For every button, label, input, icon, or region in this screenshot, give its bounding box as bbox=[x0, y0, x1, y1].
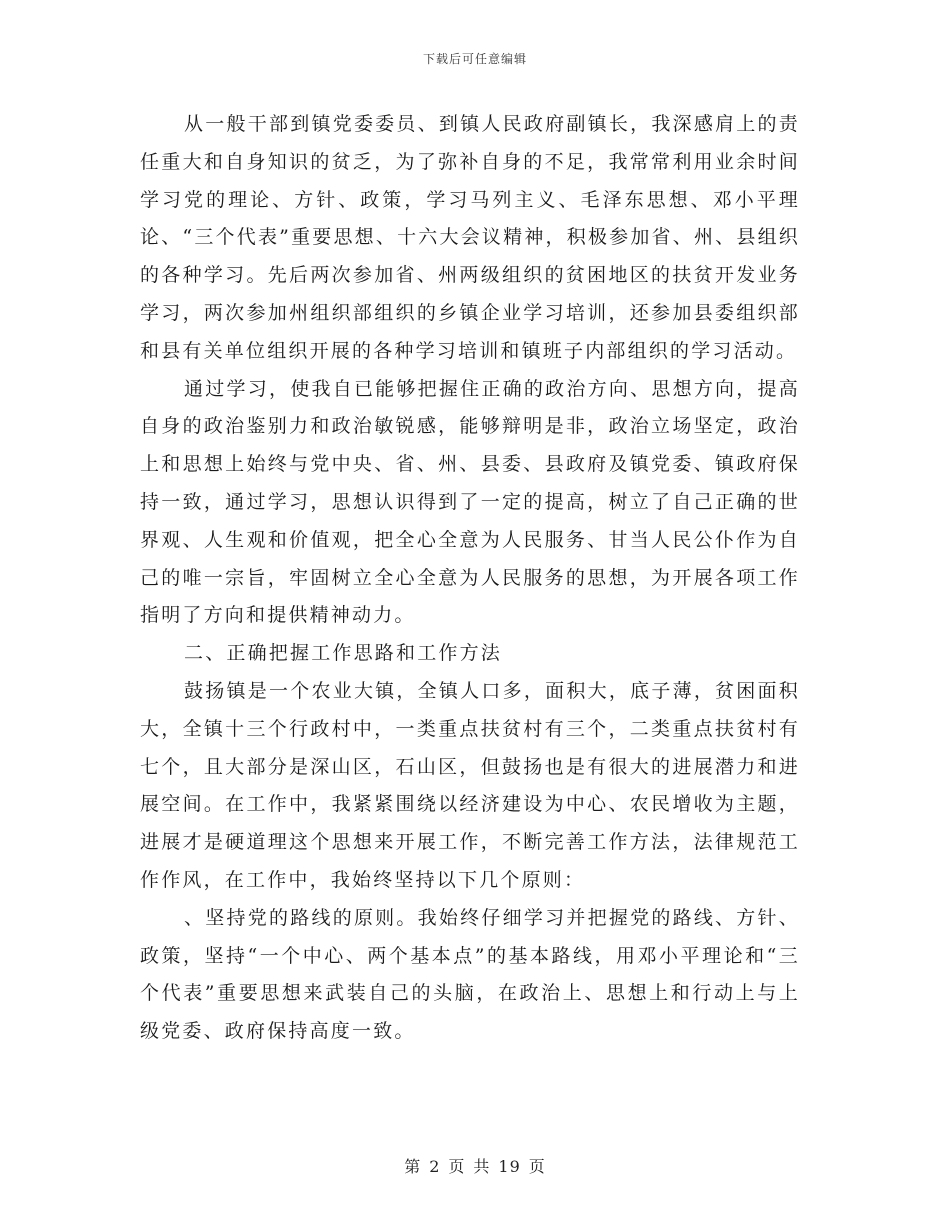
document-body bbox=[140, 106, 800, 1051]
page-header: 下载后可任意编辑 bbox=[422, 52, 527, 66]
page-footer bbox=[0, 1154, 950, 1177]
paragraph-study-results: 通过学习，使我自已能够把握住正确的政治方向、思想方向，提高自身的政治鉴别力和政治敏锐感，能够辩明是非，政治立场坚定，政治上和思想上始终与党中央、省、州、县委、县政府及镇党委、镇政府保持一致，通过学习，思想认识得到了一定的提高，树立了自己正确的世界观、人生观和价值观，把全心全意为人民服务、甘当人民公仆作为自己的唯一宗旨，牢固树立全心全意为人民服务的思想，为开展各项工作指明了方向和提供精神动力。 bbox=[140, 377, 800, 627]
paragraph-party-line-principle: 、坚持党的路线的原则。我始终仔细学习并把握党的路线、方针、政策，坚持“一个中心、两个基本点”的基本路线，用邓小平理论和“三个代表”重要思想来武装自己的头脑，在政治上、思想上和行动上与上级党委、政府保持高度一致。 bbox=[140, 906, 800, 1043]
current-page-number: 2 bbox=[429, 1157, 441, 1176]
paragraph-town-overview: 鼓扬镇是一个农业大镇，全镇人口多，面积大，底子薄，贫困面积大，全镇十三个行政村中，一类重点扶贫村有三个，二类重点扶贫村有七个，且大部分是深山区，石山区，但鼓扬也是有很大的进展潜力和进展空间。在工作中，我紧紧围绕以经济建设为中心、农民增收为主题，进展才是硬道理这个思想来开展工作，不断完善工作方法，法律规范工作作风，在工作中，我始终坚持以下几个原则： bbox=[140, 679, 800, 891]
footer-suffix: 页 bbox=[528, 1157, 546, 1176]
section-heading-work-approach: 二、正确把握工作思路和工作方法 bbox=[184, 642, 503, 665]
footer-total-word: 共 bbox=[473, 1157, 491, 1176]
footer-page-word: 页 bbox=[448, 1157, 466, 1176]
footer-prefix: 第 bbox=[404, 1157, 422, 1176]
total-page-count: 19 bbox=[498, 1157, 521, 1176]
paragraph-study-background: 从一般干部到镇党委委员、到镇人民政府副镇长，我深感肩上的责任重大和自身知识的贫乏，为了弥补自身的不足，我常常利用业余时间学习党的理论、方针、政策，学习马列主义、毛泽东思想、邓小平理论、“三个代表”重要思想、十六大会议精神，积极参加省、州、县组织的各种学习。先后两次参加省、州两级组织的贫困地区的扶贫开发业务学习，两次参加州组织部组织的乡镇企业学习培训，还参加县委组织部和县有关单位组织开展的各种学习培训和镇班子内部组织的学习活动。 bbox=[140, 113, 800, 362]
